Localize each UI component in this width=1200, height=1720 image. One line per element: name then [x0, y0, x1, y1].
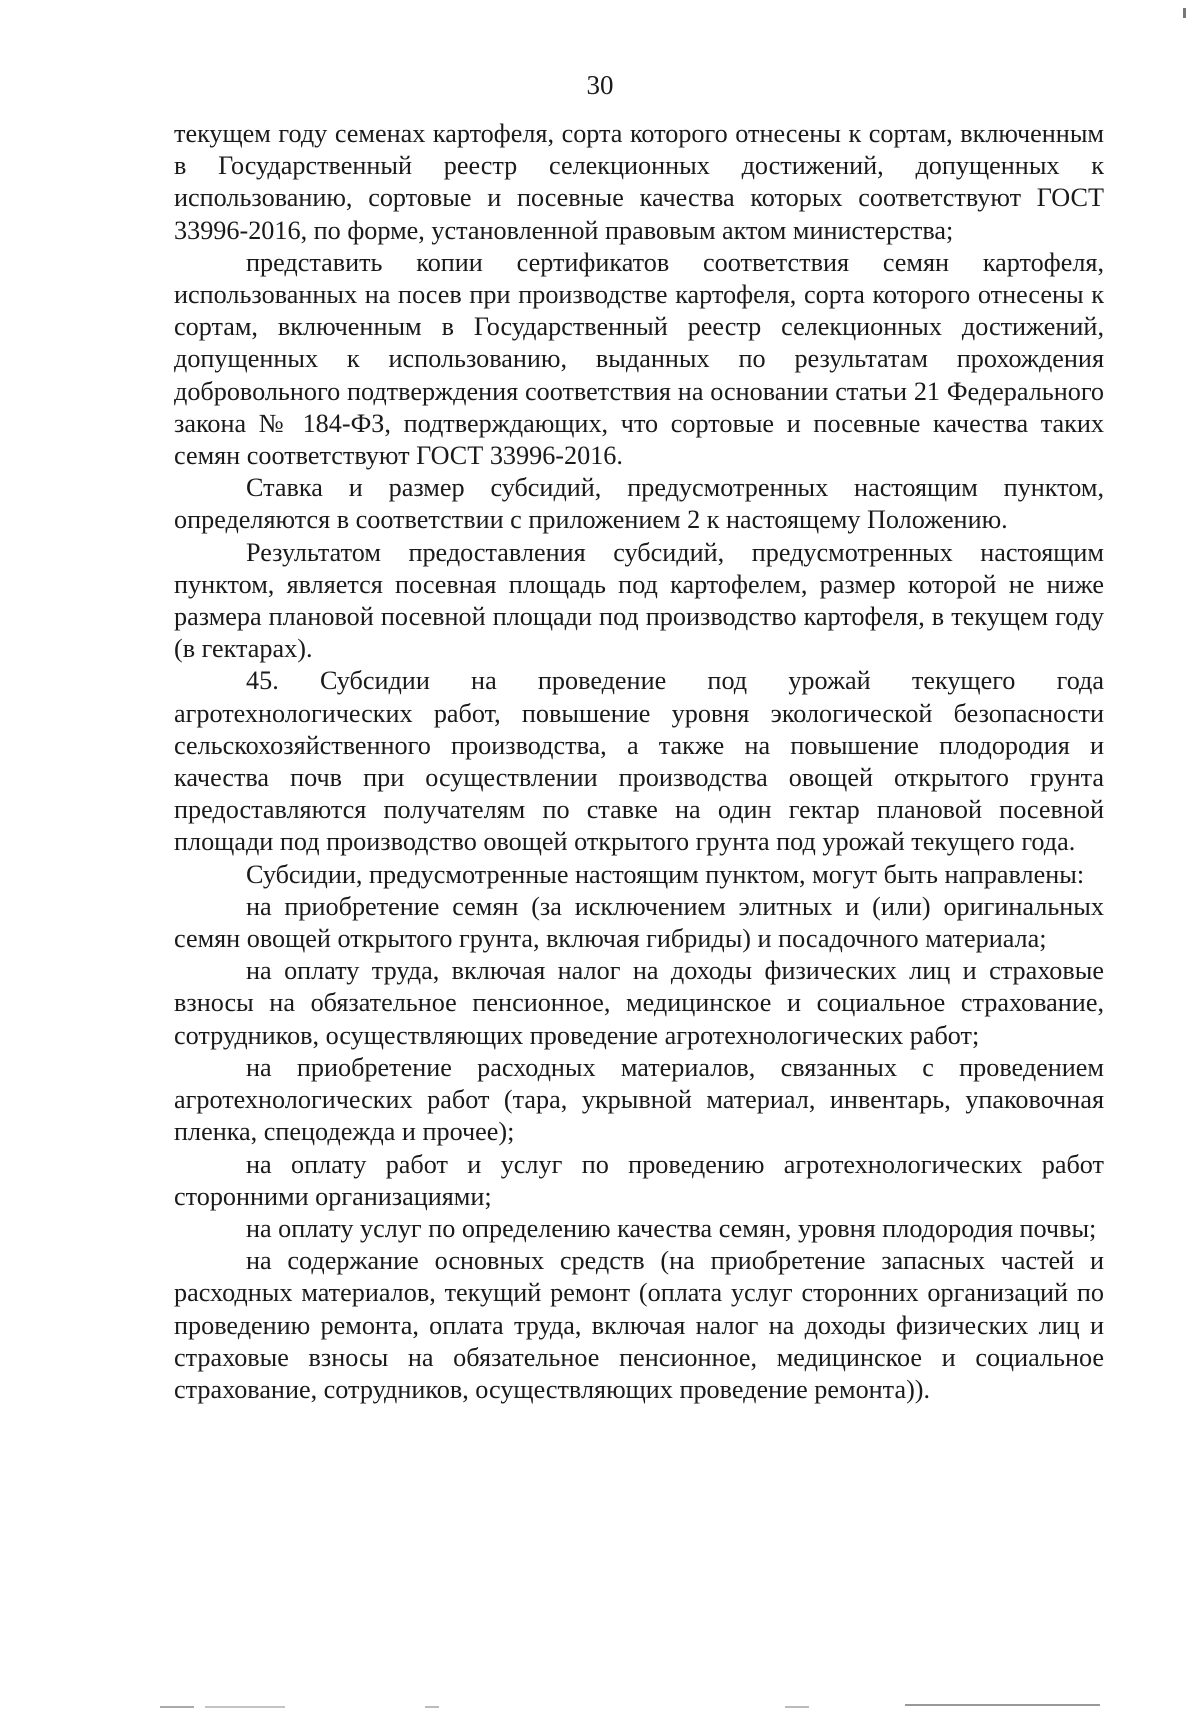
scan-artifact — [160, 1706, 194, 1708]
paragraph-certificates: представить копии сертификатов соответствия семян картофеля, использованных на посев при производстве картофеля, сорта которого отнесены к сортам, включенным в Государственный реестр селекционных достижений, допущенных к использованию, выданных по результатам прохождения добровольного подтверждения соответствия на основании статьи 21 Федерального закона № 184-ФЗ, подтверждающих, что сортовые и посевные качества таких семян соответствуют ГОСТ 33996-2016. — [174, 247, 1104, 471]
paragraph-quality-services: на оплату услуг по определению качества семян, уровня плодородия почвы; — [246, 1213, 1097, 1243]
paragraph-continuation: текущем году семенах картофеля, сорта которого отнесены к сортам, включенным в Государственный реестр селекционных достижений, допущенных к использованию, сортовые и посевные качества которых соответствуют ГОСТ 33996-2016, по форме, установленной правовым актом министерства; — [174, 119, 1104, 245]
paragraph-fixed-assets: на содержание основных средств (на приобретение запасных частей и расходных материалов, текущий ремонт (оплата услуг сторонних организаций по проведению ремонта, оплата труда, включая налог на доходы физических лиц и страховые взносы на обязательное пенсионное, медицинское и социальное страхование, сотрудников, осуществляющих проведение ремонта)). — [174, 1246, 1104, 1404]
paragraph-labor: на оплату труда, включая налог на доходы физических лиц и страховые взносы на обязательное пенсионное, медицинское и социальное страхование, сотрудников, осуществляющих проведение агротехнологических работ; — [174, 956, 1104, 1050]
scan-artifact — [1183, 8, 1186, 18]
page-number: 30 — [586, 70, 614, 100]
scan-artifact — [425, 1706, 439, 1708]
paragraph-consumables: на приобретение расходных материалов, связанных с проведением агротехнологических работ (тара, укрывной материал, инвентарь, упаковочная пленка, спецодежда и прочее); — [174, 1052, 1104, 1147]
document-body — [174, 118, 1104, 1406]
paragraph-directions-intro: Субсидии, предусмотренные настоящим пунктом, могут быть направлены: — [246, 859, 1085, 889]
paragraph-item-45: 45. Субсидии на проведение под урожай текущего года агротехнологических работ, повышение уровня экологической безопасности сельскохозяйственного производства, а также на повышение плодородия и качества почв при осуществлении производства овощей открытого грунта предоставляются получателям по ставке на один гектар плановой посевной площади под производство овощей открытого грунта под урожай текущего года. — [174, 666, 1104, 857]
scan-artifact — [205, 1706, 285, 1708]
paragraph-seeds: на приобретение семян (за исключением элитных и (или) оригинальных семян овощей открытого грунта, включая гибриды) и посадочного материала; — [174, 891, 1104, 954]
scan-artifact — [905, 1704, 1100, 1706]
paragraph-subsidy-rate: Ставка и размер субсидий, предусмотренных настоящим пунктом, определяются в соответствии с приложением 2 к настоящему Положению. — [174, 473, 1104, 535]
paragraph-subsidy-result: Результатом предоставления субсидий, предусмотренных настоящим пунктом, является посевная площадь под картофелем, размер которой не ниже размера плановой посевной площади под производство картофеля, в текущем году (в гектарах). — [174, 537, 1104, 664]
scan-artifact — [785, 1706, 809, 1708]
paragraph-third-party-works: на оплату работ и услуг по проведению агротехнологических работ сторонними организациями; — [174, 1149, 1104, 1211]
